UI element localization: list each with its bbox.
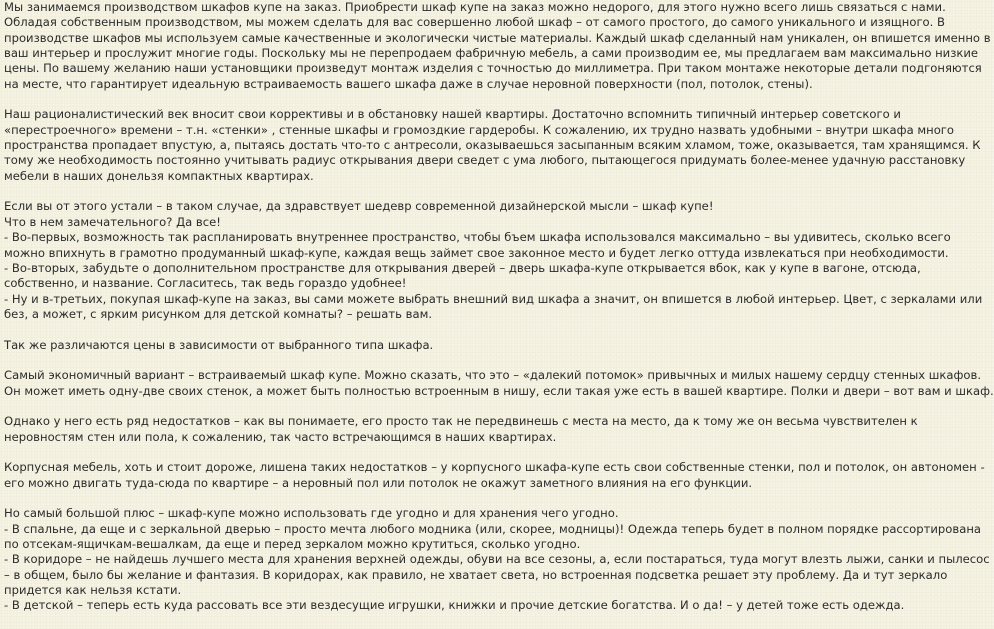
paragraph-cabinet-furniture: Корпусная мебель, хоть и стоит дороже, лишена таких недостатков – у корпусного шкафа-купе есть свои собственные стенки, пол и потолок, он автономен - его можно двигать туда-сюда по квартире – а неровный пол или потолок не окажут заметного влияния на его функции. xyxy=(4,460,985,490)
paragraph-biggest-plus: Но самый большой плюс – шкаф-купе можно использовать где угодно и для хранения чего угодно. - В спальне, да еще и с зеркальной дверью – просто мечта любого модника (или, скорее, модницы)! Одежда теперь будет в полном порядке рассортирована по отсекам-ящичкам-вешалкам, да еще и перед зеркалом можно крутиться, сколько угодно. - В коридоре – не найдешь лучшего места для хранения верхней одежды, обуви на все сезоны, а, если постараться, туда могут влезть лыжи, санки и пылесос – в общем, было бы желание и фантазия. В коридорах, как правило, не хватает света, но встроенная подсветка решает эту проблему. Да и тут зеркало придется как нельзя кстати. - В детской – теперь есть куда рассовать все эти вездесущие игрушки, книжки и прочие детские богатства. И о да! – у детей тоже есть одежда. xyxy=(4,506,990,613)
paragraph-rationalist-age: Наш рационалистический век вносит свои коррективы и в обстановку нашей квартиры. Достаточно вспомнить типичный интерьер советского и «перестроечного» времени – т.н. «стенки» , стенные шкафы и громоздкие гардеробы. К сожалению, их трудно назвать удобными – внутри шкафа много пространства пропадает впустую, а, пытаясь достать что-то с антресоли, оказываешься засыпанным всяким хламом, тоже, оказывается, там хранящимся. К тому же необходимость постоянно учитывать радиус открывания двери сведет с ума любого, пытающегося придумать более-менее удачную расстановку мебели в наших донельзя компактных квартирах. xyxy=(4,107,981,183)
paragraph-intro: Мы занимаемся производством шкафов купе на заказ. Приобрести шкаф купе на заказ можно недорого, для этого нужно всего лишь связаться с нами. Обладая собственным производством, мы можем сделать для вас совершенно любой шкаф – от самого простого, до самого уникального и изящного. В производстве шкафов мы используем самые качественные и экологически чистые материалы. Каждый шкаф сделанный нам уникален, он впишется именно в ваш интерьер и прослужит многие годы. Поскольку мы не перепродаем фабричную мебель, а сами производим ее, мы предлагаем вам максимально низкие цены. По вашему желанию наши установщики произведут монтаж изделия с точностью до миллиметра. При таком монтаже некоторые детали подгоняются на месте, что гарантирует идеальную встраиваемость вашего шкафа даже в случае неровной поверхности (пол, потолок, стены). xyxy=(4,0,991,91)
paragraph-economy-option: Самый экономичный вариант – встраиваемый шкаф купе. Можно сказать, что это – «далекий потомок» привычных и милых нашему сердцу стенных шкафов. Он может иметь одну-две своих стенок, а может быть полностью встроенным в нишу, если такая уже есть в вашей квартире. Полки и двери – вот вам и шкаф. xyxy=(4,368,994,398)
article-body xyxy=(4,0,994,629)
paragraph-drawbacks: Однако у него есть ряд недостатков – как вы понимаете, его просто так не передвинешь с места на место, да к тому же он весьма чувствителен к неровностям стен или пола, к сожалению, так часто встречающимся в наших квартирах. xyxy=(4,414,918,444)
paragraph-advantages: Если вы от этого устали – в таком случае, да здравствует шедевр современной дизайнерской мысли – шкаф купе! Что в нем замечательного? Да все! - Во-первых, возможность так распланировать внутреннее пространство, чтобы бъем шкафа использовался максимально – вы удивитесь, сколько всего можно впихнуть в грамотно продуманный шкаф-купе, каждая вещь займет свое законное место и будет легко оттуда извлекаться при необходимости. - Во-вторых, забудьте о дополнительном пространстве для открывания дверей – дверь шкафа-купе открывается вбок, как у купе в вагоне, отсюда, собственно, и название. Согласитесь, так ведь гораздо удобнее! - Ну и в-третьих, покупая шкаф-купе на заказ, вы сами можете выбрать внешний вид шкафа а значит, он впишется в любой интерьер. Цвет, с зеркалами или без, а может, с ярким рисунком для детской комнаты? – решать вам. xyxy=(4,199,983,321)
paragraph-prices: Так же различаются цены в зависимости от выбранного типа шкафа. xyxy=(4,337,434,352)
